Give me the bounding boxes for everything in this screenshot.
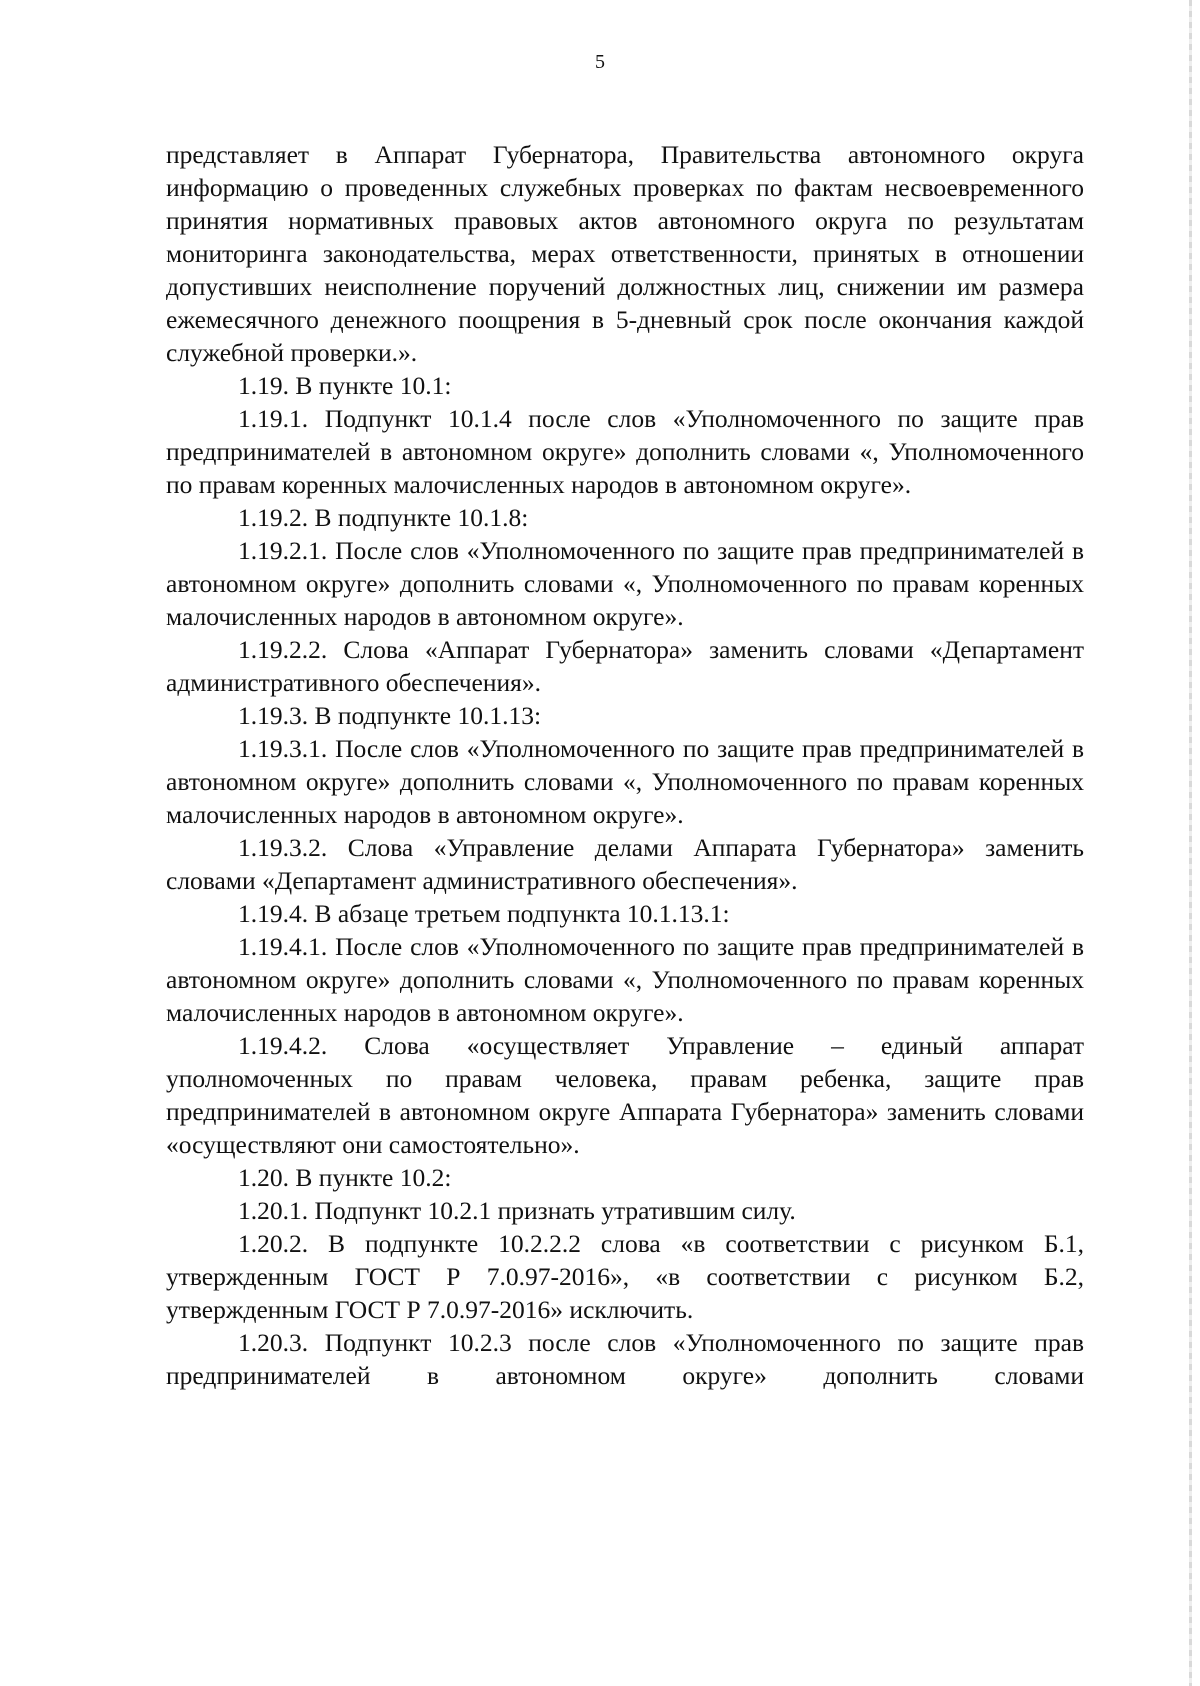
paragraph-1-19-4-2: 1.19.4.2. Слова «осуществляет Управление – единый аппарат уполномоченных по правам человека, правам ребенка, защите прав предпринимателей в автономном округе Аппарата Губернатора» заменить словами «осуществляют они самостоятельно». [166,1031,1084,1159]
paragraph-1-20-2: 1.20.2. В подпункте 10.2.2.2 слова «в соответствии с рисунком Б.1, утвержденным ГОСТ Р 7.0.97-2016», «в соответствии с рисунком Б.2, утвержденным ГОСТ Р 7.0.97-2016» исключить. [166,1229,1084,1324]
paragraph-1-19-1: 1.19.1. Подпункт 10.1.4 после слов «Уполномоченного по защите прав предпринимателей в автономном округе» дополнить словами «, Уполномоченного по правам коренных малочисленных народов в автономном округе». [166,404,1084,499]
paragraph-1-19-3: 1.19.3. В подпункте 10.1.13: [238,701,542,730]
paragraph-1-19-2-2: 1.19.2.2. Слова «Аппарат Губернатора» заменить словами «Департамент административного обеспечения». [166,635,1084,697]
paragraph-1-19-3-2: 1.19.3.2. Слова «Управление делами Аппарата Губернатора» заменить словами «Департамент административного обеспечения». [166,833,1084,895]
paragraph-1-20-3: 1.20.3. Подпункт 10.2.3 после слов «Уполномоченного по защите прав предпринимателей в автономном округе» дополнить словами [166,1328,1084,1390]
page-number: 5 [595,51,605,73]
paragraph-1-19-4-1: 1.19.4.1. После слов «Уполномоченного по защите прав предпринимателей в автономном округе» дополнить словами «, Уполномоченного по правам коренных малочисленных народов в автономном округе». [166,932,1084,1027]
paragraph-1-19-2-1: 1.19.2.1. После слов «Уполномоченного по защите прав предпринимателей в автономном округе» дополнить словами «, Уполномоченного по правам коренных малочисленных народов в автономном округе». [166,536,1084,631]
paragraph-1-20-1: 1.20.1. Подпункт 10.2.1 признать утратившим силу. [238,1196,796,1225]
paragraph-1-19-4: 1.19.4. В абзаце третьем подпункта 10.1.13.1: [238,899,730,928]
paragraph-1-19: 1.19. В пункте 10.1: [238,371,452,400]
document-body [166,138,1084,1392]
scan-edge-decoration [1189,0,1192,1686]
paragraph-1-19-2: 1.19.2. В подпункте 10.1.8: [238,503,529,532]
paragraph-continuation: представляет в Аппарат Губернатора, Правительства автономного округа информацию о проведенных служебных проверках по фактам несвоевременного принятия нормативных правовых актов автономного округа по результатам мониторинга законодательства, мерах ответственности, принятых в отношении допустивших неисполнение поручений должностных лиц, снижении им размера ежемесячного денежного поощрения в 5-дневный срок после окончания каждой служебной проверки.». [166,140,1084,367]
paragraph-1-20: 1.20. В пункте 10.2: [238,1163,452,1192]
paragraph-1-19-3-1: 1.19.3.1. После слов «Уполномоченного по защите прав предпринимателей в автономном округе» дополнить словами «, Уполномоченного по правам коренных малочисленных народов в автономном округе». [166,734,1084,829]
